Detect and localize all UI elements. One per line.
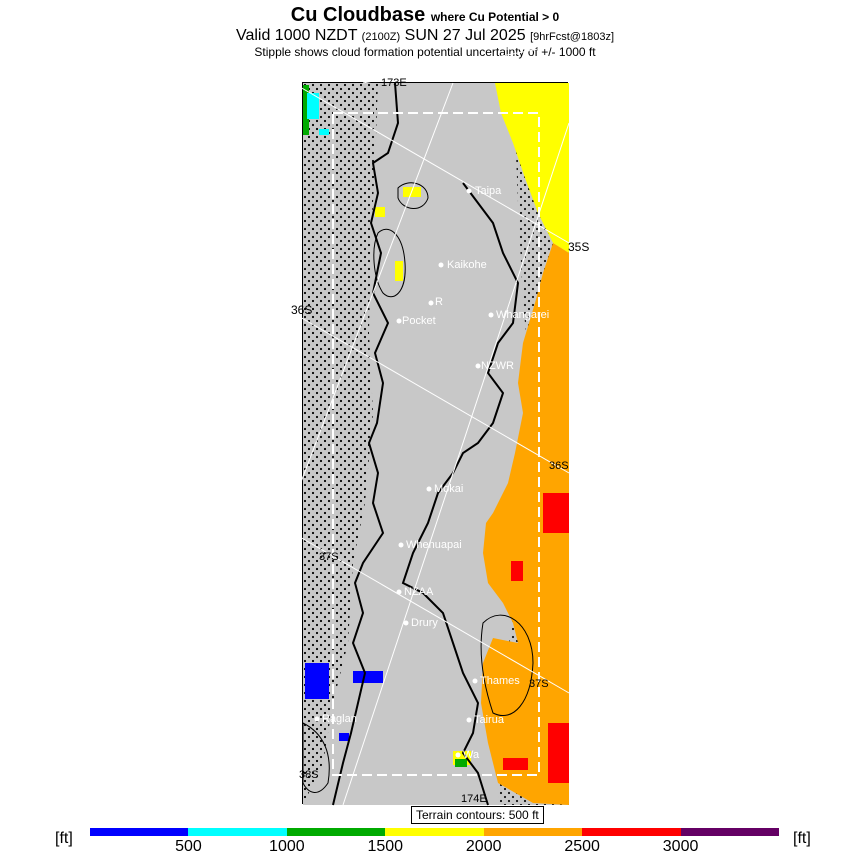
colorbar-segment <box>582 828 680 836</box>
chart-title <box>0 4 850 27</box>
colorbar-segment <box>90 828 188 836</box>
place-marker <box>427 487 432 492</box>
cloudbase-red-1 <box>543 493 569 533</box>
cloudbase-yellow-3 <box>395 261 403 281</box>
place-marker <box>467 718 472 723</box>
colorbar-tick-label: 1500 <box>367 838 404 855</box>
place-label-r: R <box>435 296 443 308</box>
colorbar-segment <box>188 828 286 836</box>
place-marker <box>399 543 404 548</box>
valid-date: SUN 27 Jul 2025 <box>404 27 526 44</box>
place-marker <box>473 679 478 684</box>
forecast-map[interactable] <box>299 77 569 805</box>
stipple-note: Stipple shows cloud formation potential uncertainty of +/- 1000 ft <box>254 45 596 59</box>
place-marker <box>467 189 472 194</box>
colorbar-tick-label: 2000 <box>465 838 502 855</box>
colorbar-tick-label: 1000 <box>269 838 305 855</box>
place-label-wa: Wa <box>463 749 480 761</box>
place-marker <box>404 621 409 626</box>
lat-label-37s-left: 37S <box>319 551 339 563</box>
valid-zulu: (2100Z) <box>361 31 401 43</box>
colorbar-tick-label: 3000 <box>662 838 699 855</box>
colorbar-tick-label: 500 <box>175 838 202 855</box>
place-marker <box>476 364 481 369</box>
valid-prefix: Valid 1000 NZDT <box>235 27 358 44</box>
place-marker <box>397 590 402 595</box>
colorbar <box>90 828 779 836</box>
lat-label-38s-left: 38S <box>299 769 319 781</box>
colorbar-segment <box>287 828 385 836</box>
colorbar-segment <box>484 828 582 836</box>
cloudbase-blue-1 <box>305 663 329 699</box>
cloudbase-blue-3 <box>339 733 349 741</box>
place-marker <box>429 301 434 306</box>
colorbar-unit-left: [ft] <box>55 830 73 847</box>
place-label-thames: Thames <box>480 675 520 687</box>
colorbar-unit-right: [ft] <box>793 830 811 847</box>
cloudbase-blue-2 <box>353 671 383 683</box>
place-label-whenuapai: Whenuapai <box>406 539 462 551</box>
place-label-mokai: Mokai <box>434 483 464 495</box>
place-label-tairua: Tairua <box>474 714 504 726</box>
cloudbase-yellow-2 <box>375 207 385 217</box>
colorbar-tick-label: 2500 <box>564 838 600 855</box>
valid-time-line <box>0 27 850 45</box>
cloudbase-red-4 <box>503 758 528 770</box>
place-marker <box>439 263 444 268</box>
lat-label-37s-right: 37S <box>529 678 549 690</box>
place-label-nzaa: NZAA <box>404 586 434 598</box>
place-label-whangarei: Whangarei <box>496 309 550 321</box>
map-canvas <box>303 83 569 805</box>
lon-label-173e: 173E <box>381 77 407 89</box>
cloudbase-red-3 <box>548 723 569 783</box>
colorbar-segment <box>385 828 483 836</box>
place-marker <box>397 319 402 324</box>
lat-label-35s-right: 35S <box>568 240 590 254</box>
lat-label-36s-right: 36S <box>549 460 569 472</box>
place-label-drury: Drury <box>411 617 438 629</box>
cloudbase-cyan-nw-2 <box>319 129 329 135</box>
lon-label-174e: 174E <box>461 793 487 805</box>
place-label-pocket: Pocket <box>402 315 436 327</box>
place-marker <box>456 753 461 758</box>
lat-label-36s-left: 36S <box>291 303 313 317</box>
valid-forecast: [9hrFcst@1803z] <box>530 31 615 43</box>
cloudbase-red-2 <box>511 561 523 581</box>
place-marker <box>315 717 320 722</box>
place-marker <box>489 313 494 318</box>
place-label-nzwr: NZWR <box>481 360 514 372</box>
place-label-kaikohe: Kaikohe <box>447 259 487 271</box>
title-sub: where Cu Potential > 0 <box>430 10 560 24</box>
colorbar-segment <box>681 828 779 836</box>
place-label-taipa: Taipa <box>475 185 502 197</box>
terrain-contours-note: Terrain contours: 500 ft <box>411 806 544 824</box>
title-main: Cu Cloudbase <box>290 4 426 26</box>
place-label-raglan: Raglan <box>322 713 357 725</box>
